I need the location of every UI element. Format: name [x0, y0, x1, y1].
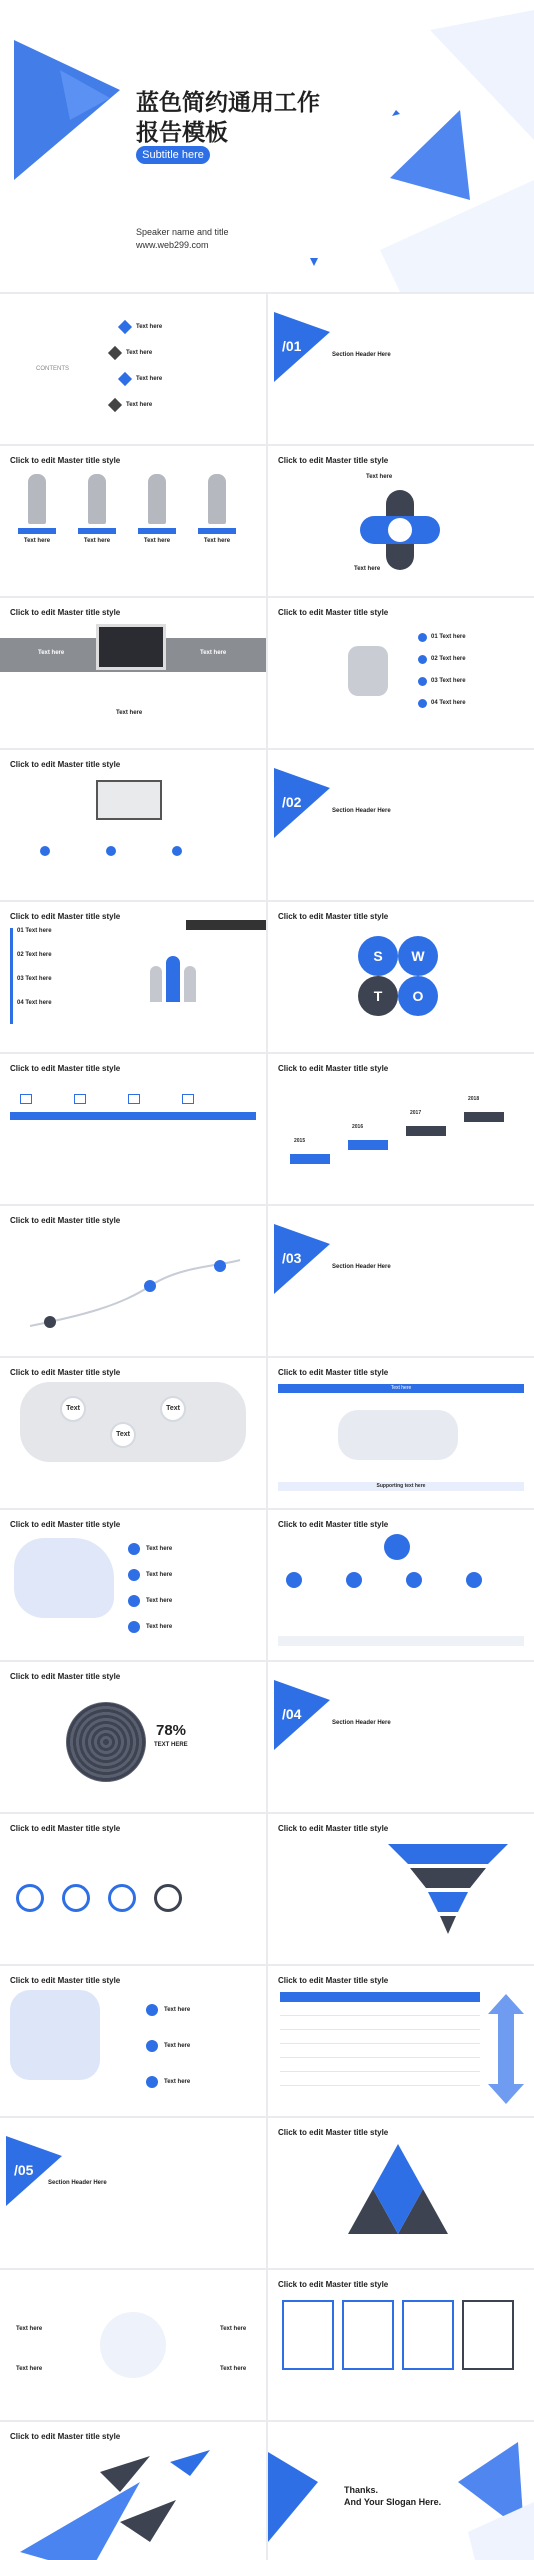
- section-header: Section Header Here: [332, 352, 391, 358]
- slide-map-header: [268, 1358, 534, 1508]
- numbered-list: 01 Text here 02 Text here 03 Text here 04 Text here: [10, 928, 80, 1024]
- section-number: /01: [282, 338, 302, 354]
- map-image: [338, 1410, 458, 1460]
- thanks-line2: And Your Slogan Here.: [344, 2497, 442, 2507]
- steps-chart: 2015 2016 2017 2018: [290, 1084, 520, 1164]
- section-number: /04: [282, 1706, 302, 1722]
- cover-slide: [0, 0, 534, 292]
- laptop-image: [96, 780, 162, 820]
- slide-people: [0, 446, 266, 596]
- slide-section-03: [268, 1206, 534, 1356]
- tree-root: [384, 1534, 410, 1560]
- cover-speaker: [136, 226, 229, 252]
- slide-steps: [268, 1054, 534, 1204]
- card: [282, 2300, 334, 2370]
- slide-monitor: Click to edit Master title style Text here Text here Text here: [0, 598, 266, 748]
- slide-title: Click to edit Master title style: [278, 456, 389, 465]
- toc-item: Text here: [110, 340, 240, 366]
- curve-line: [20, 1246, 250, 1336]
- puzzle-figure: [348, 646, 388, 696]
- cross-diagram: [346, 480, 456, 580]
- slide-title: Click to edit Master title style: [10, 1976, 121, 1985]
- triangle-diagram: [348, 2144, 448, 2234]
- tree-children: [286, 1572, 482, 1588]
- slide-title: Click to edit Master title style: [278, 1824, 389, 1833]
- slide-title: Click to edit Master title style: [10, 912, 121, 921]
- slide-title: Click to edit Master title style: [278, 1368, 389, 1377]
- slide-title: Click to edit Master title style: [278, 1976, 389, 1985]
- slide-title: Click to edit Master title style: [10, 1824, 121, 1833]
- concentric-circle: [66, 1702, 146, 1782]
- funnel-diagram: [388, 1844, 508, 1944]
- slide-title: Click to edit Master title style: [278, 912, 389, 921]
- slide-swot: [268, 902, 534, 1052]
- slide-world-map: [0, 1358, 266, 1508]
- section-number: /02: [282, 794, 302, 810]
- slide-puzzle: [268, 598, 534, 748]
- slide-cross: Click to edit Master title style Text here Text here: [268, 446, 534, 596]
- people-group: [150, 942, 210, 1002]
- table: [280, 1992, 480, 2086]
- map-bubble: Text: [60, 1396, 86, 1422]
- percent-label: TEXT HERE: [154, 1742, 188, 1748]
- toc-list: [120, 314, 240, 418]
- card: [342, 2300, 394, 2370]
- monitor-image: [96, 624, 166, 670]
- slide-title: Click to edit Master title style: [10, 760, 121, 769]
- slide-title: Click to edit Master title style: [278, 1520, 389, 1529]
- person-card: Text here: [138, 474, 176, 544]
- timeline-bar: [10, 1112, 256, 1120]
- section-header: Section Header Here: [332, 1720, 391, 1726]
- slide-title: Click to edit Master title style: [10, 1520, 121, 1529]
- slide-center-circle: Text here Text here Text here Text here: [0, 2270, 266, 2420]
- swot-diagram: S W T O: [354, 932, 444, 1022]
- section-number: /05: [14, 2162, 34, 2178]
- slide-section-01: [268, 294, 534, 444]
- slide-triangle: [268, 2118, 534, 2268]
- card-row: [282, 2300, 514, 2370]
- slide-title: Click to edit Master title style: [278, 1064, 389, 1073]
- slide-china-map: [0, 1510, 266, 1660]
- person-card: Text here: [78, 474, 116, 544]
- slide-section-02: [268, 750, 534, 900]
- arrow-icon: [486, 1994, 526, 2104]
- section-header: Section Header Here: [332, 1264, 391, 1270]
- card: [402, 2300, 454, 2370]
- map-list: Text here Text here Text here Text here: [128, 1536, 248, 1640]
- slide-title: Click to edit Master title style: [10, 456, 121, 465]
- slide-title: Click to edit Master title style: [10, 1216, 121, 1225]
- dial-row: [16, 1884, 182, 1912]
- thanks-line1: Thanks.: [344, 2485, 379, 2495]
- china-map-image: [14, 1538, 114, 1618]
- slide-table: [268, 1966, 534, 2116]
- slide-section-04: [268, 1662, 534, 1812]
- slide-curve: [0, 1206, 266, 1356]
- section-header: Section Header Here: [332, 808, 391, 814]
- slide-title: Click to edit Master title style: [10, 1672, 121, 1681]
- percent-value: 78%: [156, 1722, 187, 1739]
- thanks-text: [344, 2484, 441, 2508]
- card: [462, 2300, 514, 2370]
- toc-item: Text here: [110, 392, 240, 418]
- website: www.web299.com: [136, 240, 209, 250]
- slide-percent: [0, 1662, 266, 1812]
- slide-title: Click to edit Master title style: [10, 2432, 121, 2441]
- slide-tree: [268, 1510, 534, 1660]
- contents-label: CONTENTS: [36, 366, 69, 372]
- numbered-list: 01 Text here 02 Text here 03 Text here 04 Text here: [418, 626, 498, 714]
- toc-item: Text here: [120, 314, 240, 340]
- world-map-image: [20, 1382, 246, 1462]
- center-circle: [100, 2312, 166, 2378]
- person-card: Text here: [198, 474, 236, 544]
- section-number: /03: [282, 1250, 302, 1266]
- people-row: [18, 474, 236, 544]
- tree-footer: [278, 1636, 524, 1646]
- supporting-bar: Supporting text here: [278, 1482, 524, 1491]
- asia-list: Text here Text here Text here: [146, 1992, 256, 2100]
- cover-title: [136, 88, 320, 148]
- slide-title: Click to edit Master title style: [10, 1064, 121, 1073]
- person-card: Text here: [18, 474, 56, 544]
- map-bubble: Text: [160, 1396, 186, 1422]
- slide-asia-map: [0, 1966, 266, 2116]
- slide-thanks: [268, 2422, 534, 2560]
- slide-title: Click to edit Master title style: [10, 608, 121, 617]
- slide-title: Click to edit Master title style: [10, 1368, 121, 1377]
- paper-planes: [0, 2442, 266, 2560]
- speaker-name: Speaker name and title: [136, 227, 229, 237]
- slide-timeline: [0, 1054, 266, 1204]
- timeline-icons: [20, 1094, 194, 1104]
- slide-title: Click to edit Master title style: [278, 608, 389, 617]
- map-bubble: Text: [110, 1422, 136, 1448]
- slide-title: Click to edit Master title style: [278, 2280, 389, 2289]
- asia-map-image: [10, 1990, 100, 2080]
- cover-subtitle: Subtitle here: [136, 146, 210, 164]
- cover-title-line2: 报告模板: [136, 120, 228, 146]
- slide-funnel: [268, 1814, 534, 1964]
- slide-dials: [0, 1814, 266, 1964]
- slide-cards: [268, 2270, 534, 2420]
- slide-section-05: [0, 2118, 266, 2268]
- hand-arm: [186, 920, 266, 930]
- toc-item: Text here: [120, 366, 240, 392]
- icon-row: [40, 846, 182, 856]
- section-header: Section Header Here: [48, 2180, 107, 2186]
- slide-contents: [0, 294, 266, 444]
- slide-title: Click to edit Master title style: [278, 2128, 389, 2137]
- slide-planes: [0, 2422, 266, 2560]
- cover-title-line1: 蓝色简约通用工作: [136, 90, 320, 116]
- header-bar: Text here: [278, 1384, 524, 1393]
- slide-hand: [0, 902, 266, 1052]
- slide-laptop: [0, 750, 266, 900]
